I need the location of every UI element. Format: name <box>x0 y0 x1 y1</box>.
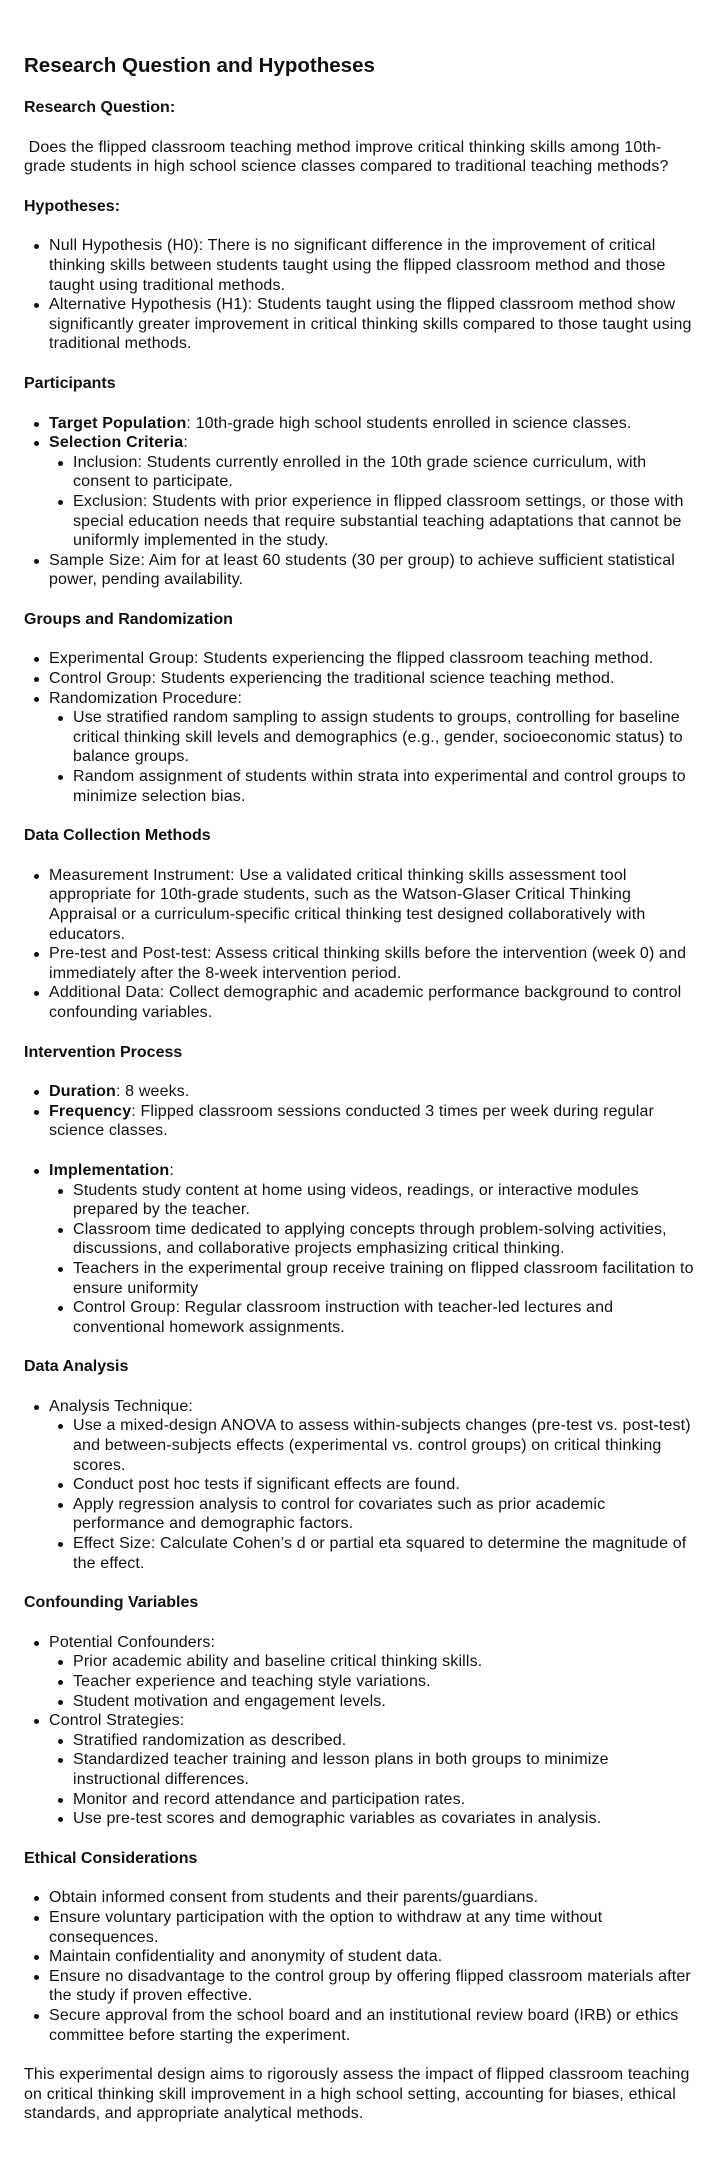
target-population <box>49 414 696 434</box>
intervention-heading: Intervention Process <box>24 1043 183 1061</box>
exclusion-criteria: Exclusion: Students with prior experience in flipped classroom settings, or those with special education needs that require substantial teaching adaptations that cannot be uniformly implemented in the study. <box>73 492 696 551</box>
research-question-heading: Research Question: <box>24 99 176 116</box>
selection-criteria-colon: : <box>183 434 188 452</box>
conclusion-paragraph: This experimental design aims to rigorously assess the impact of flipped classroom teaching on critical thinking skill improvement in a high school setting, accounting for biases, ethical standards, and appropriate analytical methods. <box>24 2066 690 2123</box>
list-item <box>49 689 696 807</box>
research-question-text: Does the flipped classroom teaching method improve critical thinking skills among 10th-grade students in high school science classes compared to traditional teaching methods? <box>24 138 669 176</box>
selection-criteria-label: Selection Criteria <box>49 434 184 452</box>
analysis-step: Use a mixed-design ANOVA to assess within-subjects changes (pre-test vs. post-test) and between-subjects effects (experimental vs. control groups) on critical thinking scores. <box>73 1416 696 1475</box>
list-item <box>73 1692 696 1712</box>
list-item <box>73 1790 696 1810</box>
list-item <box>49 433 696 551</box>
target-population-text: : 10th-grade high school students enrolled in science classes. <box>186 414 632 432</box>
list-item <box>49 1947 696 1967</box>
list-item <box>49 1161 696 1337</box>
list-item <box>73 1475 696 1495</box>
hypotheses-heading: Hypotheses: <box>24 197 121 215</box>
strategy: Standardized teacher training and lesson plans in both groups to minimize instructional differences. <box>73 1750 696 1789</box>
confounder: Student motivation and engagement levels. <box>73 1692 696 1712</box>
list-item <box>73 1809 696 1829</box>
potential-confounders-list <box>49 1652 696 1711</box>
analysis-step: Conduct post hoc tests if significant effects are found. <box>73 1475 696 1495</box>
list-item <box>49 551 696 590</box>
list-item <box>73 1652 696 1672</box>
target-population-label: Target Population <box>49 414 187 432</box>
list-item <box>73 1181 696 1220</box>
participants-heading: Participants <box>24 374 116 392</box>
duration <box>49 1082 696 1102</box>
list-item <box>73 1259 696 1298</box>
frequency-text: : Flipped classroom sessions conducted 3 times per week during regular science classes. <box>49 1102 655 1140</box>
selection-criteria <box>49 433 696 453</box>
data-analysis-list <box>24 1397 696 1573</box>
null-hypothesis: Null Hypothesis (H0): There is no significant difference in the improvement of critical thinking skills between students taught using the flipped classroom method and those taught using traditional methods. <box>49 236 696 295</box>
list-item <box>73 1534 696 1573</box>
data-analysis-heading: Data Analysis <box>24 1358 129 1376</box>
ethics-heading: Ethical Considerations <box>24 1849 198 1867</box>
frequency-label: Frequency <box>49 1102 132 1120</box>
list-item <box>49 866 696 944</box>
selection-criteria-list <box>49 453 696 551</box>
implementation-label: Implementation <box>49 1161 170 1179</box>
list-item <box>49 1633 696 1711</box>
list-item <box>73 453 696 492</box>
page-title: Research Question and Hypotheses <box>24 54 375 77</box>
control-strategies: Control Strategies: <box>49 1711 696 1731</box>
ethics-item: Ensure voluntary participation with the option to withdraw at any time without consequences. <box>49 1908 696 1947</box>
list-item <box>49 669 696 689</box>
control-group: Control Group: Students experiencing the traditional science teaching method. <box>49 669 696 689</box>
duration-text: : 8 weeks. <box>115 1083 190 1101</box>
measurement-instrument: Measurement Instrument: Use a validated critical thinking skills assessment tool appropriate for 10th-grade students, such as the Watson-Glaser Critical Thinking Appraisal or a curriculum-specific critical thinking test designed collaboratively with educators. <box>49 866 696 944</box>
list-item <box>49 1711 696 1829</box>
inclusion-criteria: Inclusion: Students currently enrolled in the 10th grade science curriculum, with consent to participate. <box>73 453 696 492</box>
implementation-step: Students study content at home using videos, readings, or interactive modules prepared by the teacher. <box>73 1181 696 1220</box>
list-item <box>73 1495 696 1534</box>
list-item <box>73 1298 696 1337</box>
control-strategies-list <box>49 1731 696 1829</box>
implementation-list <box>49 1181 696 1338</box>
list-item <box>49 1908 696 1947</box>
confounding-list <box>24 1633 696 1829</box>
implementation-step: Classroom time dedicated to applying concepts through problem-solving activities, discussions, and collaborative projects emphasizing critical thinking. <box>73 1220 696 1259</box>
list-item <box>73 492 696 551</box>
data-collection-list <box>24 866 696 1023</box>
ethics-item: Secure approval from the school board and an institutional review board (IRB) or ethics committee before starting the experiment. <box>49 2006 696 2045</box>
list-item <box>73 708 696 767</box>
randomization-step: Random assignment of students within strata into experimental and control groups to minimize selection bias. <box>73 767 696 806</box>
list-item <box>49 944 696 983</box>
list-item <box>49 236 696 295</box>
randomization-procedure: Randomization Procedure: <box>49 689 696 709</box>
alternative-hypothesis: Alternative Hypothesis (H1): Students taught using the flipped classroom method show significantly greater improvement in critical thinking skills compared to those taught using traditional methods. <box>49 295 696 354</box>
potential-confounders: Potential Confounders: <box>49 1633 696 1653</box>
implementation <box>49 1161 696 1181</box>
confounder: Prior academic ability and baseline critical thinking skills. <box>73 1652 696 1672</box>
list-item <box>49 1967 696 2006</box>
list-item <box>49 2006 696 2045</box>
implementation-colon: : <box>169 1161 174 1179</box>
sample-size: Sample Size: Aim for at least 60 students (30 per group) to achieve sufficient statistical power, pending availability. <box>49 551 696 590</box>
strategy: Stratified randomization as described. <box>73 1731 696 1751</box>
confounding-heading: Confounding Variables <box>24 1594 199 1612</box>
randomization-list <box>49 708 696 806</box>
list-item <box>73 1750 696 1789</box>
list-item <box>73 767 696 806</box>
data-collection-heading: Data Collection Methods <box>24 827 211 845</box>
strategy: Monitor and record attendance and participation rates. <box>73 1790 696 1810</box>
participants-list <box>24 414 696 590</box>
additional-data: Additional Data: Collect demographic and academic performance background to control confounding variables. <box>49 983 696 1022</box>
implementation-step: Control Group: Regular classroom instruction with teacher-led lectures and conventional homework assignments. <box>73 1298 696 1337</box>
list-item <box>49 983 696 1022</box>
list-item <box>49 649 696 669</box>
ethics-list <box>24 1888 696 2045</box>
ethics-item: Maintain confidentiality and anonymity of student data. <box>49 1947 696 1967</box>
implementation-step: Teachers in the experimental group receive training on flipped classroom facilitation to ensure uniformity <box>73 1259 696 1298</box>
list-item <box>73 1731 696 1751</box>
confounder: Teacher experience and teaching style variations. <box>73 1672 696 1692</box>
list-item <box>49 1082 696 1102</box>
list-item <box>49 1397 696 1573</box>
analysis-technique-list <box>49 1416 696 1573</box>
analysis-step: Apply regression analysis to control for covariates such as prior academic performance and demographic factors. <box>73 1495 696 1534</box>
analysis-technique: Analysis Technique: <box>49 1397 696 1417</box>
list-item <box>73 1220 696 1259</box>
list-item <box>49 295 696 354</box>
list-item <box>73 1672 696 1692</box>
analysis-step: Effect Size: Calculate Cohen’s d or partial eta squared to determine the magnitude of the effect. <box>73 1534 696 1573</box>
experimental-group: Experimental Group: Students experiencing the flipped classroom teaching method. <box>49 649 696 669</box>
hypotheses-list <box>24 236 696 354</box>
strategy: Use pre-test scores and demographic variables as covariates in analysis. <box>73 1809 696 1829</box>
frequency <box>49 1102 696 1141</box>
list-item <box>49 1888 696 1908</box>
pre-post-test: Pre-test and Post-test: Assess critical thinking skills before the intervention (week 0) and immediately after the 8-week intervention period. <box>49 944 696 983</box>
list-item <box>49 414 696 434</box>
duration-label: Duration <box>49 1083 116 1101</box>
list-item <box>73 1416 696 1475</box>
ethics-item: Obtain informed consent from students and their parents/guardians. <box>49 1888 696 1908</box>
randomization-step: Use stratified random sampling to assign students to groups, controlling for baseline critical thinking skill levels and demographics (e.g., gender, socioeconomic status) to balance groups. <box>73 708 696 767</box>
ethics-item: Ensure no disadvantage to the control group by offering flipped classroom materials after the study if proven effective. <box>49 1967 696 2006</box>
groups-heading: Groups and Randomization <box>24 610 233 628</box>
groups-list <box>24 649 696 806</box>
list-item <box>49 1102 696 1141</box>
intervention-list <box>24 1082 696 1337</box>
